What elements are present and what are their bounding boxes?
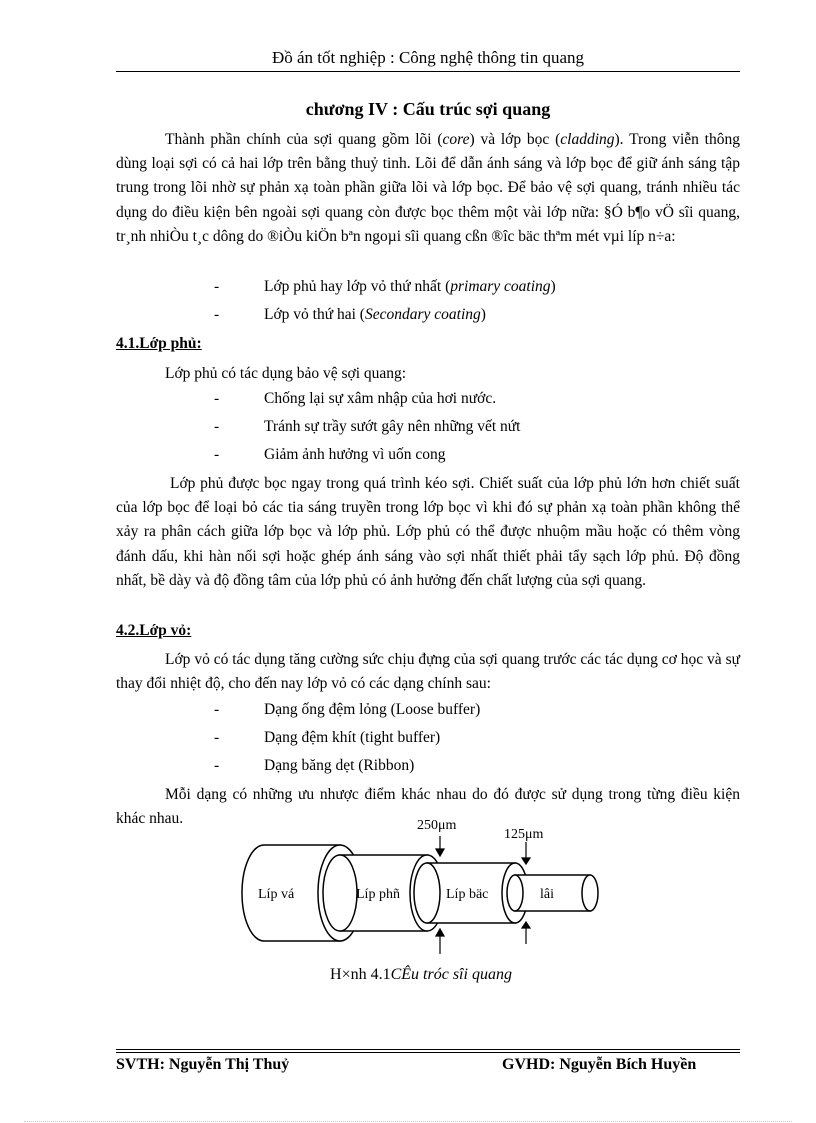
section-heading-4-1: 4.1.Lớp phủ: — [116, 335, 202, 352]
list-item: - Lớp phủ hay lớp vỏ thứ nhất (primary coating) — [214, 278, 556, 295]
label-125um: 125μm — [504, 827, 544, 842]
list-item: - Dạng đệm khít (tight buffer) — [214, 729, 441, 746]
coating-start — [323, 855, 357, 931]
section2-paragraph: Lớp vỏ có tác dụng tăng cường sức chịu đựng của sợi quang trước các tác dụng cơ học và sự thay đổi nhiệt độ, cho đến nay lớp vỏ có các dạng chính sau: — [116, 651, 740, 693]
footer-rule — [116, 1049, 740, 1050]
term-core: core — [442, 131, 470, 148]
list-item: - Tránh sự trầy sướt gây nên những vết nứt — [214, 418, 521, 435]
label-core: lâi — [540, 887, 554, 902]
list-item: - Lớp vỏ thứ hai (Secondary coating) — [214, 306, 486, 323]
footer-student: SVTH: Nguyễn Thị Thuỷ — [116, 1056, 290, 1073]
list-item: - Chống lại sự xâm nhập của hơi nước. — [214, 390, 497, 407]
intro-text-2: ) và lớp bọc ( — [469, 131, 561, 148]
header-rule — [116, 71, 740, 72]
section2-closing: Mỗi dạng có những ưu nhược điểm khác nhau do đó được sử dụng trong từng điều kiện khác nhau. — [116, 786, 740, 828]
figure-caption: H×nh 4.1CÊu tróc sîi quang — [330, 966, 512, 983]
intro-bullet-list — [214, 278, 734, 334]
term-cladding: cladding — [560, 131, 615, 148]
chapter-title: chương IV : Cấu trúc sợi quang — [305, 99, 551, 119]
label-coating: Líp phñ — [356, 887, 400, 902]
fiber-structure-figure — [236, 818, 606, 968]
list-item: - Dạng ống đệm lỏng (Loose buffer) — [214, 701, 481, 718]
page-edge-line — [24, 1121, 792, 1122]
section2-bullet-list — [214, 701, 734, 785]
intro-text-3: ). Trong viễn thông dùng loại sợi có cả hai lớp trên bằng thuỷ tinh. Lõi để dẫn ánh sáng và lớp bọc để giữ ánh sáng tập trung trong lõi nhờ sự phản xạ toàn phần giữa lõi và lớp bọc. Để bảo vệ sợi quang, tránh nhiều tác dụng do điều kiện bên ngoài sợi quang còn được bọc thêm một vài lớp nữa: §Ó b¶o vÖ sîi quang, tr¸nh nhiÒu t¸c dông do ®iÒu kiÖn bªn ngoµi sîi quang cßn ®îc bäc thªm mét vµi líp n÷a: — [116, 131, 740, 245]
section-heading-4-2: 4.2.Lớp vỏ: — [116, 622, 192, 639]
section1-lead: Lớp phủ có tác dụng bảo vệ sợi quang: — [165, 365, 407, 382]
intro-text-1: Thành phần chính của sợi quang gồm lõi ( — [165, 131, 443, 148]
label-cladding: Líp bäc — [446, 887, 489, 902]
footer-rule-2 — [116, 1052, 740, 1053]
cladding-start — [414, 863, 440, 923]
intro-paragraph — [116, 128, 740, 249]
label-250um: 250μm — [417, 818, 457, 833]
core-end — [582, 875, 598, 911]
page-header: Đồ án tốt nghiệp : Công nghệ thông tin quang — [271, 48, 585, 67]
list-item: - Dạng băng dẹt (Ribbon) — [214, 757, 415, 774]
list-item: - Giảm ảnh hưởng vì uốn cong — [214, 446, 446, 463]
section1-bullet-list — [214, 390, 734, 474]
core-start — [507, 875, 523, 911]
section1-paragraph: Lớp phủ được bọc ngay trong quá trình kéo sợi. Chiết suất của lớp phủ lớn hơn chiết suất của lớp bọc để loại bỏ các tia sáng truyền trong lớp bọc vì khi đó sự phản xạ toàn phần không thể xảy ra phân cách giữa lớp bọc và lớp phủ. Lớp phủ có thể được nhuộm mầu hoặc có thêm vòng đánh dấu, khi hàn nối sợi hoặc ghép ánh sáng vào sợi nhất thiết phải tẩy sạch lớp phủ. Độ đồng nhất, bề dày và độ đồng tâm của lớp phủ có ảnh hưởng đến chất lượng của sợi quang. — [116, 475, 740, 589]
footer-advisor: GVHD: Nguyễn Bích Huyền — [502, 1056, 697, 1073]
label-jacket: Líp vá — [258, 887, 295, 902]
